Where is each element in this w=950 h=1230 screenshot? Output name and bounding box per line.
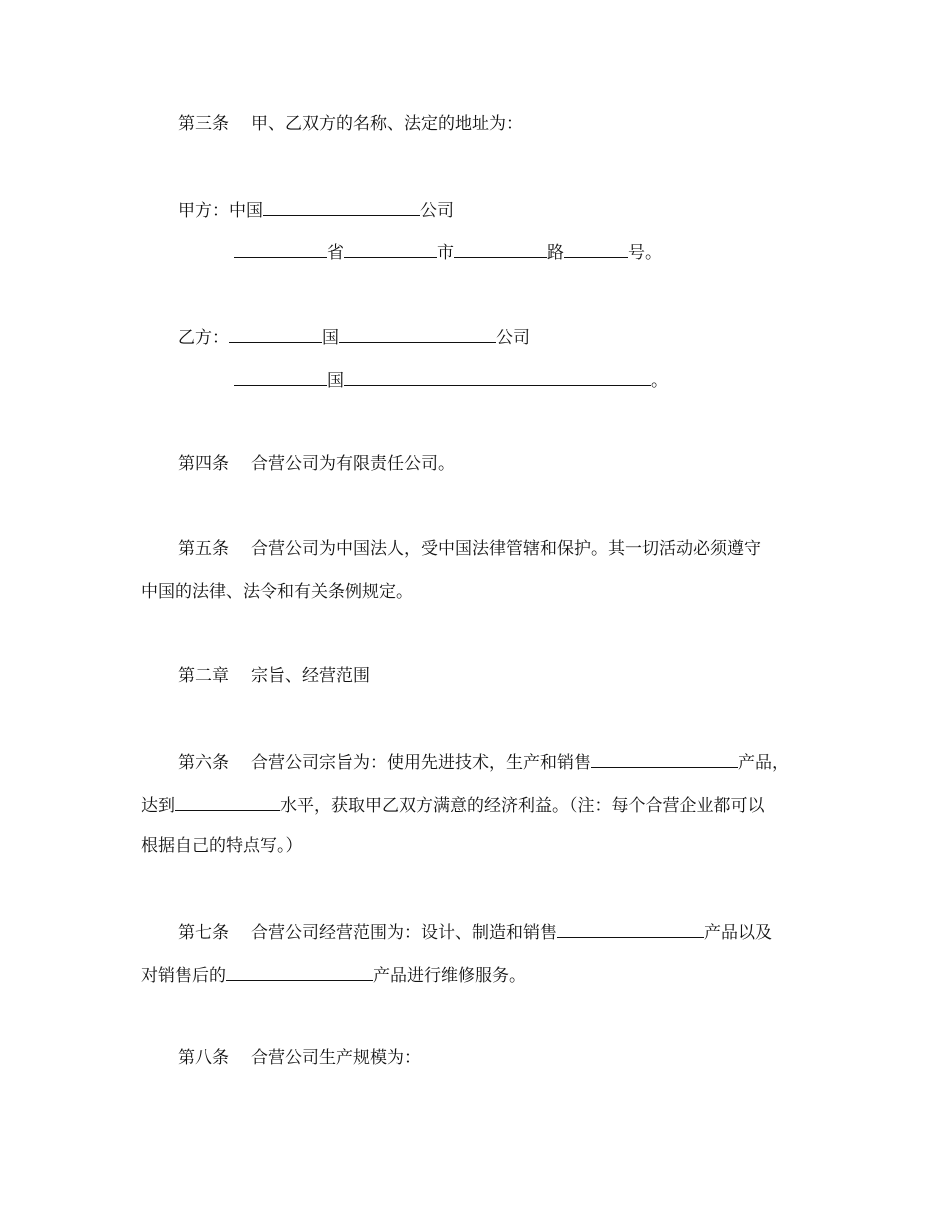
article-7-label: 第七条 xyxy=(178,923,229,943)
article-6-text-1: 合营公司宗旨为：使用先进技术，生产和销售 xyxy=(251,753,591,773)
article-7-line2-part2: 产品进行维修服务。 xyxy=(373,966,526,986)
article-5-text-1: 合营公司为中国法人，受中国法律管辖和保护。其一切活动必须遵守 xyxy=(251,539,761,559)
article-8-label: 第八条 xyxy=(178,1048,229,1068)
article-3-label: 第三条 xyxy=(178,114,229,134)
party-b-country-blank[interactable] xyxy=(229,325,322,343)
party-b-address-line xyxy=(234,368,668,392)
party-b-country-suffix: 国 xyxy=(322,328,339,348)
party-a-road-label: 路 xyxy=(547,243,564,263)
party-b-address-country-blank[interactable] xyxy=(234,368,327,386)
article-4-text: 合营公司为有限责任公司。 xyxy=(251,454,455,474)
article-7-text-2: 产品以及 xyxy=(704,923,772,943)
article-4 xyxy=(178,453,455,475)
article-5-line-1 xyxy=(178,538,761,560)
article-6-line-3 xyxy=(141,835,303,857)
party-a-address-line xyxy=(234,240,662,264)
chapter-2-title: 宗旨、经营范围 xyxy=(251,666,370,686)
article-6-line-2 xyxy=(141,793,765,817)
party-b-label: 乙方： xyxy=(178,328,229,348)
party-b-address-end: 。 xyxy=(651,371,668,391)
party-a-province-blank[interactable] xyxy=(234,240,327,258)
article-5-text-2: 中国的法律、法令和有关条例规定。 xyxy=(141,582,413,602)
chapter-2-label: 第二章 xyxy=(178,666,229,686)
article-7-line-2 xyxy=(141,963,526,987)
party-a-number-blank[interactable] xyxy=(564,240,628,258)
article-6-product-blank[interactable] xyxy=(591,750,738,768)
article-7-service-product-blank[interactable] xyxy=(226,963,373,981)
article-5-line-2 xyxy=(141,581,413,603)
article-6-label: 第六条 xyxy=(178,753,229,773)
article-6-line3: 根据自己的特点写。） xyxy=(141,836,303,856)
article-7-product-blank[interactable] xyxy=(557,920,704,938)
article-5-label: 第五条 xyxy=(178,539,229,559)
party-a-number-label: 号。 xyxy=(628,243,662,263)
article-3-heading xyxy=(178,113,523,135)
party-b-company-suffix: 公司 xyxy=(496,328,530,348)
party-a-road-blank[interactable] xyxy=(454,240,547,258)
party-a-city-blank[interactable] xyxy=(344,240,437,258)
article-7-text-1: 合营公司经营范围为：设计、制造和销售 xyxy=(251,923,557,943)
article-8 xyxy=(178,1047,421,1069)
article-3-text: 甲、乙双方的名称、法定的地址为： xyxy=(251,114,523,134)
party-a-province-label: 省 xyxy=(327,243,344,263)
party-b-address-country-suffix: 国 xyxy=(327,371,344,391)
article-6-line2-part2: 水平，获取甲乙双方满意的经济利益。（注：每个合营企业都可以 xyxy=(280,796,765,816)
article-7-line-1 xyxy=(178,920,772,944)
article-6-text-2: 产品， xyxy=(738,753,789,773)
party-a-company-suffix: 公司 xyxy=(420,201,454,221)
article-7-line2-part1: 对销售后的 xyxy=(141,966,226,986)
chapter-2-heading xyxy=(178,665,370,687)
party-b-name-line xyxy=(178,325,530,349)
article-4-label: 第四条 xyxy=(178,454,229,474)
article-6-level-blank[interactable] xyxy=(175,793,280,811)
party-a-company-blank[interactable] xyxy=(263,198,420,216)
article-6-line-1 xyxy=(178,750,789,774)
article-8-text: 合营公司生产规模为： xyxy=(251,1048,421,1068)
party-a-city-label: 市 xyxy=(437,243,454,263)
party-b-company-blank[interactable] xyxy=(339,325,496,343)
party-b-address-blank[interactable] xyxy=(344,368,651,386)
article-6-line2-part1: 达到 xyxy=(141,796,175,816)
party-a-country: 中国 xyxy=(229,201,263,221)
party-a-name-line xyxy=(178,198,454,222)
party-a-label: 甲方： xyxy=(178,201,229,221)
